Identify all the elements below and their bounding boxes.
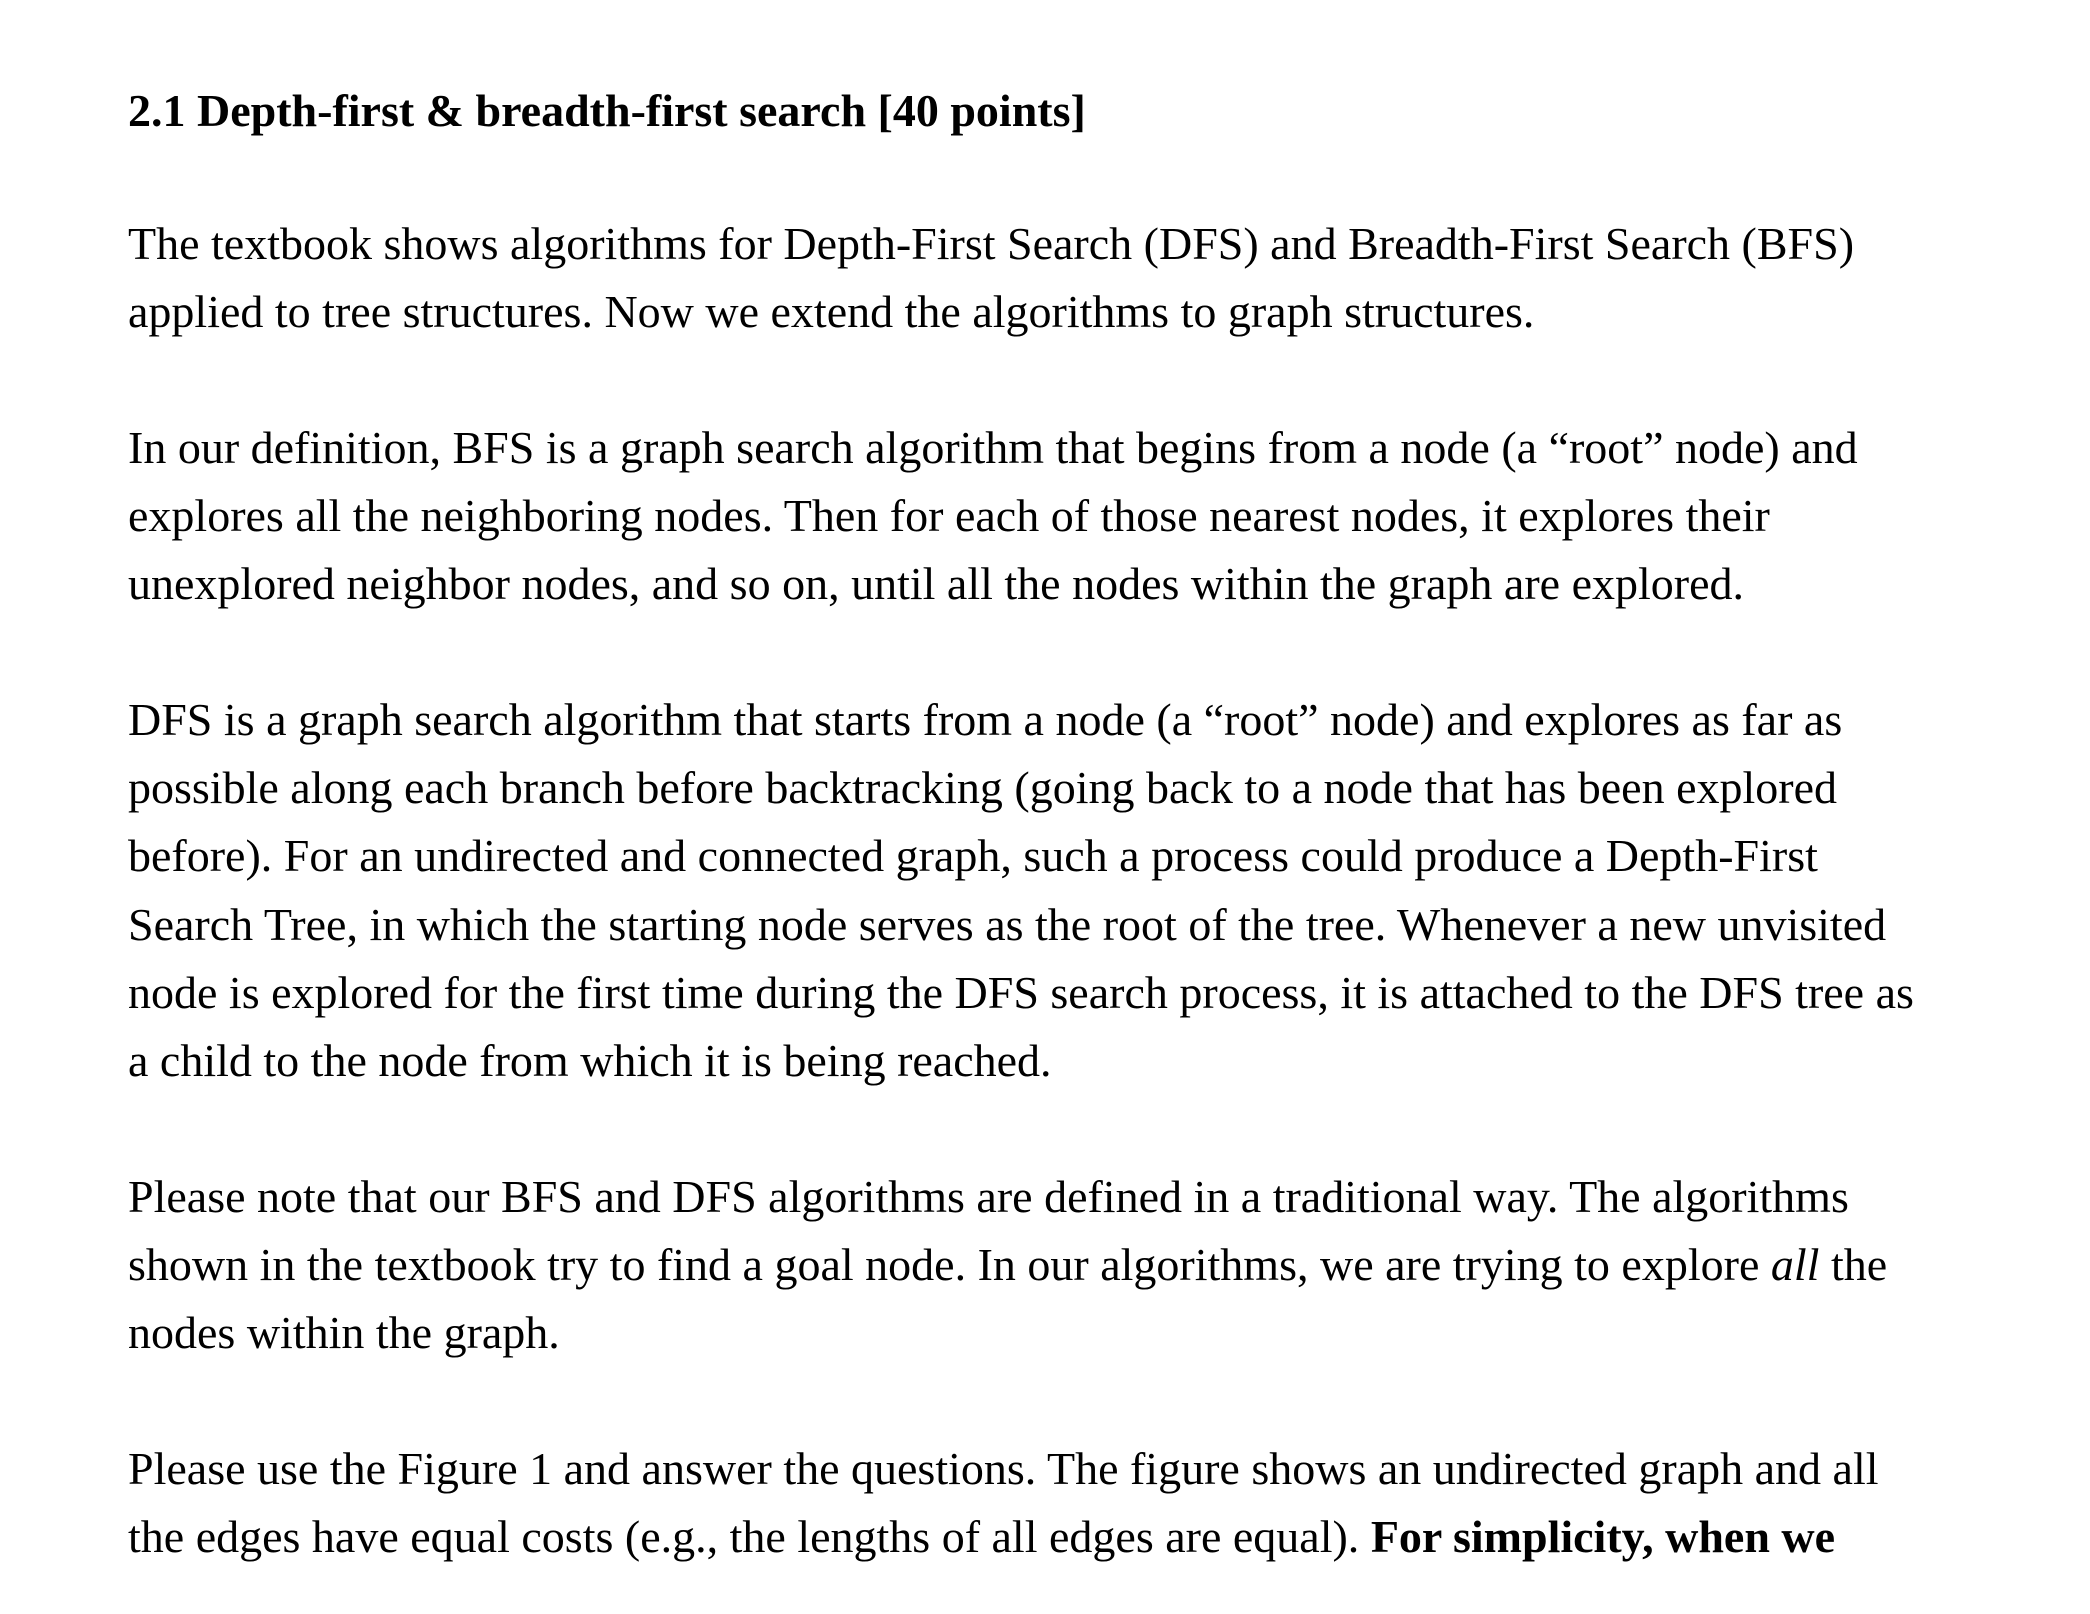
emphasis-text: all [1770,1239,1820,1291]
paragraph-algorithm-note [128,1163,1887,1368]
text-line: In our definition, BFS is a graph search algorithm that begins from a node (a “root” node) and [128,422,1858,473]
text-line: nodes within the graph. [128,1307,560,1359]
text-run: the edges have equal costs (e.g., the lengths of all edges are equal). [128,1511,1371,1563]
text-line: unexplored neighbor nodes, and so on, until all the nodes within the graph are explored. [128,558,1744,610]
section-heading: 2.1 Depth-first & breadth-first search [40 points] [128,85,1086,136]
text-line: before). For an undirected and connected graph, such a process could produce a Depth-First [128,830,1818,882]
text-line: DFS is a graph search algorithm that starts from a node (a “root” node) and explores as far as [128,694,1843,745]
text-line: possible along each branch before backtracking (going back to a node that has been explored [128,762,1838,814]
text-line: Please note that our BFS and DFS algorithms are defined in a traditional way. The algorithms [128,1171,1849,1222]
text-line: explores all the neighboring nodes. Then for each of those nearest nodes, it explores their [128,490,1770,542]
paragraph-intro [128,210,1854,346]
text-line: Please use the Figure 1 and answer the questions. The figure shows an undirected graph and all [128,1443,1879,1494]
text-run: shown in the textbook try to find a goal node. In our algorithms, we are trying to explore [128,1239,1771,1291]
paragraph-bfs-definition [128,414,1858,619]
paragraph-dfs-definition [128,686,1914,1095]
text-line: Search Tree, in which the starting node serves as the root of the tree. Whenever a new unvisited [128,898,1887,950]
text-run: the [1819,1239,1888,1291]
text-line [128,1503,1879,1571]
text-line [128,1231,1887,1299]
text-line: The textbook shows algorithms for Depth-First Search (DFS) and Breadth-First Search (BFS) [128,218,1855,269]
paragraph-figure-instructions [128,1435,1879,1571]
bold-text: For simplicity, when we [1370,1511,1836,1563]
text-line: applied to tree structures. Now we extend the algorithms to graph structures. [128,286,1535,338]
text-line: node is explored for the first time during the DFS search process, it is attached to the DFS tree as [128,966,1914,1018]
text-line: a child to the node from which it is being reached. [128,1035,1052,1087]
